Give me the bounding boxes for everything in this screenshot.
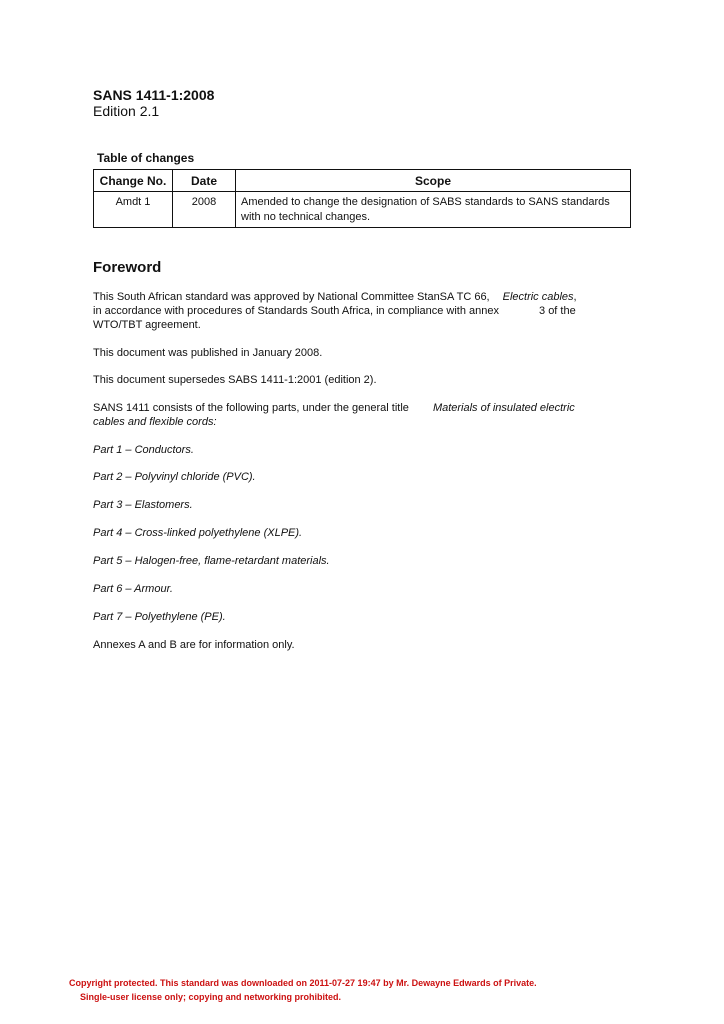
approval-comma: ,	[573, 291, 577, 303]
table-row	[94, 192, 631, 228]
foreword-paragraph-supersedes: This document supersedes SABS 1411-1:2001 (edition 2).	[93, 374, 377, 386]
committee-name: Electric cables	[502, 291, 574, 303]
approval-line-1	[93, 290, 633, 304]
parts-intro-line-1	[93, 401, 633, 415]
foreword-paragraph-published: This document was published in January 2008.	[93, 347, 323, 359]
table-of-changes	[93, 169, 631, 228]
general-title-part-2: cables and flexible cords:	[93, 416, 217, 428]
list-item: Part 5 – Halogen-free, flame-retardant materials.	[93, 555, 330, 567]
list-item: Part 4 – Cross-linked polyethylene (XLPE).	[93, 527, 303, 539]
approval-text-2a: in accordance with procedures of Standards South Africa, in compliance with annex	[93, 305, 500, 317]
document-id: SANS 1411-1:2008	[93, 87, 215, 103]
approval-line-2	[93, 304, 633, 318]
edition-label: Edition 2.1	[93, 103, 160, 119]
list-item: Part 2 – Polyvinyl chloride (PVC).	[93, 471, 256, 483]
list-item: Part 7 – Polyethylene (PE).	[93, 611, 226, 623]
table-of-changes-title: Table of changes	[97, 151, 195, 165]
column-header-change-no: Change No.	[94, 170, 173, 192]
foreword-heading: Foreword	[93, 259, 162, 276]
general-title-part-1: Materials of insulated electric	[432, 402, 575, 414]
approval-text-2b: 3 of the	[539, 305, 576, 317]
copyright-line-1: Copyright protected. This standard was downloaded on 2011-07-27 19:47 by Mr. Dewayne Edwards of Private.	[69, 978, 537, 988]
column-header-date: Date	[173, 170, 236, 192]
list-item: Part 1 – Conductors.	[93, 444, 194, 456]
column-header-scope: Scope	[236, 170, 631, 192]
approval-text-1a: This South African standard was approved by National Committee StanSA TC 66,	[93, 291, 490, 303]
parts-intro-text: SANS 1411 consists of the following parts, under the general title	[93, 402, 409, 414]
cell-change-no: Amdt 1	[94, 192, 173, 228]
table-header-row	[94, 170, 631, 192]
list-item: Part 3 – Elastomers.	[93, 499, 193, 511]
annex-note: Annexes A and B are for information only.	[93, 639, 295, 651]
foreword-paragraph-parts-intro	[93, 401, 633, 429]
foreword-paragraph-approval	[93, 290, 633, 332]
cell-scope: Amended to change the designation of SABS standards to SANS standards with no technical changes.	[236, 192, 631, 228]
approval-line-3: WTO/TBT agreement.	[93, 319, 201, 331]
copyright-line-2: Single-user license only; copying and networking prohibited.	[80, 992, 342, 1002]
parts-intro-line-2	[93, 415, 633, 429]
cell-date: 2008	[173, 192, 236, 228]
list-item: Part 6 – Armour.	[93, 583, 173, 595]
copyright-footer	[69, 976, 629, 1004]
